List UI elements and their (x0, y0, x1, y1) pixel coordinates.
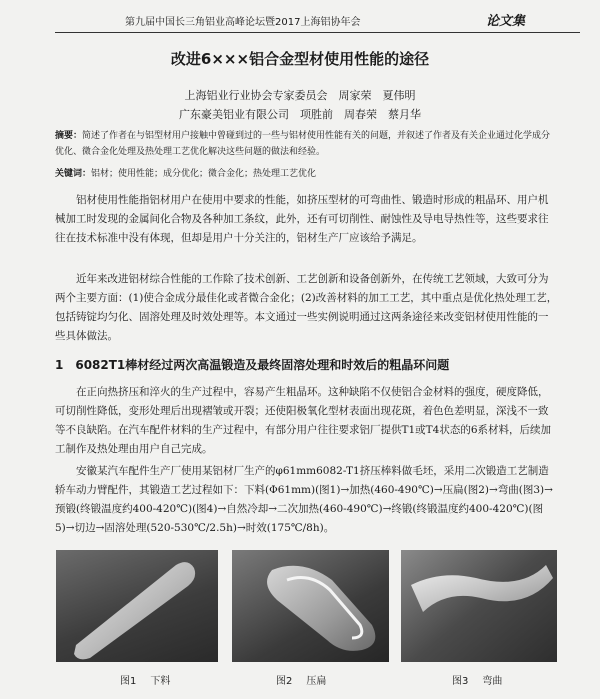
figure-1-number: 图1 (120, 676, 137, 687)
figure-2-number: 图2 (276, 676, 293, 687)
paragraph-3: 在正向热挤压和淬火的生产过程中，容易产生粗晶环。这种缺陷不仅使铝合金材料的强度，硬度降低，可切削性降低，变形处理后出现褶皱或开裂；还使阳极氧化型材表面出现花斑，着色色差明显，深浅不一致等不良缺陷。在汽车配件材料的生产过程中，有部分用户往往要求铝厂提供T1或T4状态的6系材料，后续加工制作及热处理由用户自己完成。 (55, 386, 552, 455)
figure-3-caption (452, 672, 502, 687)
figure-2-photo (232, 550, 389, 662)
figure-2-caption (276, 672, 326, 687)
figure-1-caption (120, 672, 170, 687)
keywords (55, 166, 558, 179)
keywords-text: 铝材；使用性能；成分优化；微合金化；热处理工艺优化 (91, 169, 317, 179)
keywords-label: 关键词： (55, 169, 92, 179)
bent-bar-image (401, 550, 557, 662)
cut-bar-image (56, 550, 218, 662)
conference-name: 第九届中国长三角铝业高峰论坛暨2017上海铝协年会 (125, 17, 361, 28)
figure-3-text: 弯曲 (482, 676, 503, 687)
abstract-text: 简述了作者在与铝型材用户接触中曾碰到过的一些与铝材使用性能有关的问题，并叙述了作者及有关企业通过化学成分优化、微合金化处理及热处理工艺优化解决这些问题的做法和经验。 (55, 131, 551, 157)
running-header (55, 10, 580, 33)
paragraph-1: 铝材使用性能指铝材用户在使用中要求的性能，如挤压型材的可弯曲性、锻造时形成的粗晶环、用户机械加工时发现的金属间化合物及各种加工条纹，此外，还有可切削性、耐蚀性及导电导热性等，这些要求往往在技术标准中没有体现，但却是用户十分关注的，铝材生产厂应该给予满足。 (55, 194, 549, 244)
author-line-2: 广东豪美铝业有限公司 项胜前 周春荣 蔡月华 (179, 108, 421, 121)
column-name: 论文集 (485, 14, 525, 29)
article-title: 改进6×××铝合金型材使用性能的途径 (170, 50, 430, 68)
abstract (55, 128, 558, 160)
figure-3-photo (401, 550, 557, 662)
paragraph-2: 近年来改进铝材综合性能的工作除了技术创新、工艺创新和设备创新外，在传统工艺领域，大致可分为两个主要方面：(1)使合金成分最佳化或者微合金化；(2)改善材料的加工工艺，其中重点是优化热处理工艺，包括铸锭均匀化、固溶处理及时效处理等。本文通过一些实例说明通过这两条途径来改变铝材使用性能的一些具体做法。 (55, 273, 558, 342)
author-line-1: 上海铝业行业协会专家委员会 周家荣 夏伟明 (184, 89, 416, 102)
figure-1-text: 下料 (150, 676, 171, 687)
paragraph-4: 安徽某汽车配件生产厂使用某铝材厂生产的φ61mm6082-T1挤压棒料做毛坯，采用二次锻造工艺制造轿车动力臂配件，其锻造工艺过程如下：下料(Φ61mm)(图1)→加热(460-490℃)→压扁(图2)→弯曲(图3)→预锻(终锻温度约400-420℃)(图4)→自然冷却→二次加热(460-490℃)→终锻(终锻温度约400-420℃)(图5)→切边→固溶处理(520-530℃/2.5h)→时效(175℃/8h)。 (55, 465, 553, 534)
flattened-bar-image (232, 550, 389, 662)
figure-1-photo (56, 550, 218, 662)
figure-2-text: 压扁 (306, 676, 327, 687)
abstract-label: 摘要： (55, 131, 83, 141)
figure-3-number: 图3 (452, 676, 469, 687)
section-heading: 1 6082T1棒材经过两次高温锻造及最终固溶处理和时效后的粗晶环问题 (55, 358, 450, 372)
